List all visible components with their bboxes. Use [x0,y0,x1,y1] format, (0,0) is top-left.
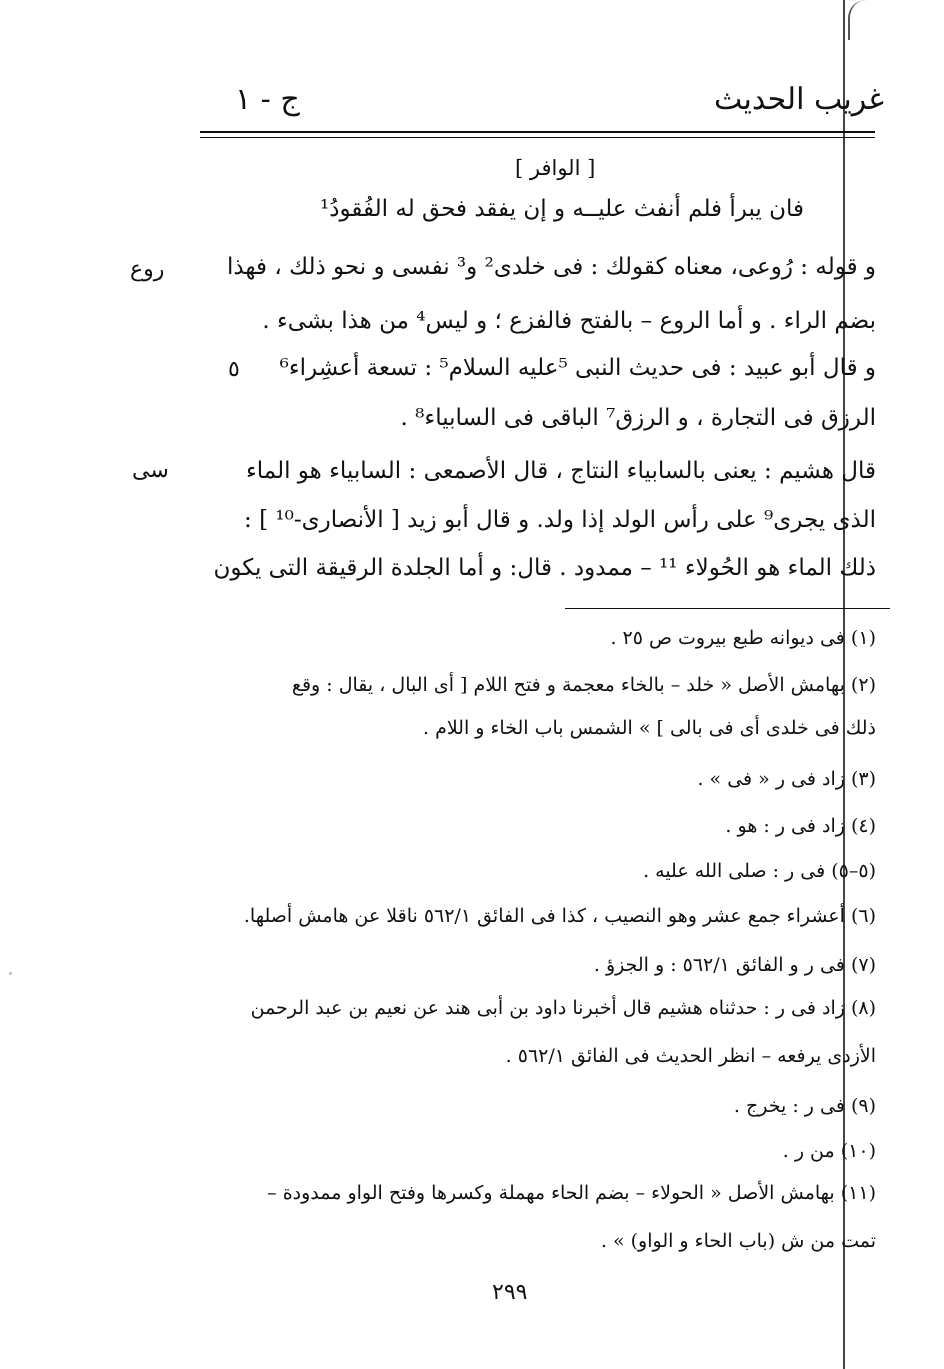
footnote: (٧) فى ر و الفائق ٥٦٢/١ : و الجزؤ . [593,954,876,976]
footnote: (٣) زاد فى ر « فى » . [697,768,876,790]
body-line: قال هشيم : يعنى بالسابياء النتاج ، قال الأصمعى : السابياء هو الماء [245,458,876,484]
footnote: (١١) بهامش الأصل « الحولاء – بضم الحاء مهملة وكسرها وفتح الواو ممدودة – [267,1182,876,1204]
page-edge-curve [848,0,868,40]
body-line: الرزق فى التجارة ، و الرزق⁷ الباقى فى السابياء⁸ . [400,405,876,431]
footnote: (٢) بهامش الأصل « خلد – بالخاء معجمة و فتح اللام [ أى البال ، يقال : وقع [291,674,876,696]
scan-speck [9,972,12,975]
body-line: ذلك الماء هو الحُولاء ¹¹ – ممدود . قال: و أما الجلدة الرقيقة التى يكون [213,555,876,581]
footnote: (٥–٥) فى ر : صلى الله عليه . [643,860,876,882]
footnote-continuation: تمت من ش (باب الحاء و الواو) » . [600,1230,876,1252]
book-title: غريب الحديث [714,82,884,117]
footnote: (٩) فى ر : يخرج . [733,1095,876,1117]
margin-note-rawa: روع [130,257,165,282]
footnote-separator [565,608,890,609]
footnote: (١٠) من ر . [782,1140,876,1162]
footnote: (٨) زاد فى ر : حدثناه هشيم قال أخبرنا داود بن أبى هند عن نعيم بن عبد الرحمن [250,997,876,1019]
header-rule-thin [200,137,875,138]
footnote: (١) فى ديوانه طبع بيروت ص ٢٥ . [610,627,876,649]
body-line: بضم الراء . و أما الروع – بالفتح فالفزع ؛ و ليس⁴ من هذا بشىء . [262,308,876,334]
page-number: ٢٩٩ [492,1280,528,1305]
body-line: و قال أبو عبيد : فى حديث النبى ⁵عليه السلام⁵ : تسعة أعشِراء⁶ [279,355,876,381]
header-rule-thick [200,131,875,133]
footnote: (٤) زاد فى ر : هو . [725,815,876,837]
margin-note-sa: سى [132,458,169,483]
meter-label: [ الوافر ] [515,156,596,180]
footnote-continuation: الأزدى يرفعه – انظر الحديث فى الفائق ٥٦٢/١ . [505,1045,876,1067]
footnote: (٦) أعشراء جمع عشر وهو النصيب ، كذا فى الفائق ٥٦٢/١ ناقلا عن هامش أصلها. [243,905,876,927]
body-line: و قوله : رُوعى، معناه كقولك : فى خلدى² و³ نفسى و نحو ذلك ، فهذا [226,254,876,280]
footnote-continuation: ذلك فى خلدى أى فى بالى ] » الشمس باب الخاء و اللام . [422,717,876,739]
body-line: الذى يجرى⁹ على رأس الولد إذا ولد. و قال أبو زيد [ الأنصارى-¹⁰ ] : [244,507,876,533]
poem-verse: فان يبرأ فلم أنفث عليــه و إن يفقد فحق له الفُقودُ¹ [320,196,804,222]
margin-note-number: ٥ [228,357,240,382]
volume-label: ج - ١ [235,82,300,117]
